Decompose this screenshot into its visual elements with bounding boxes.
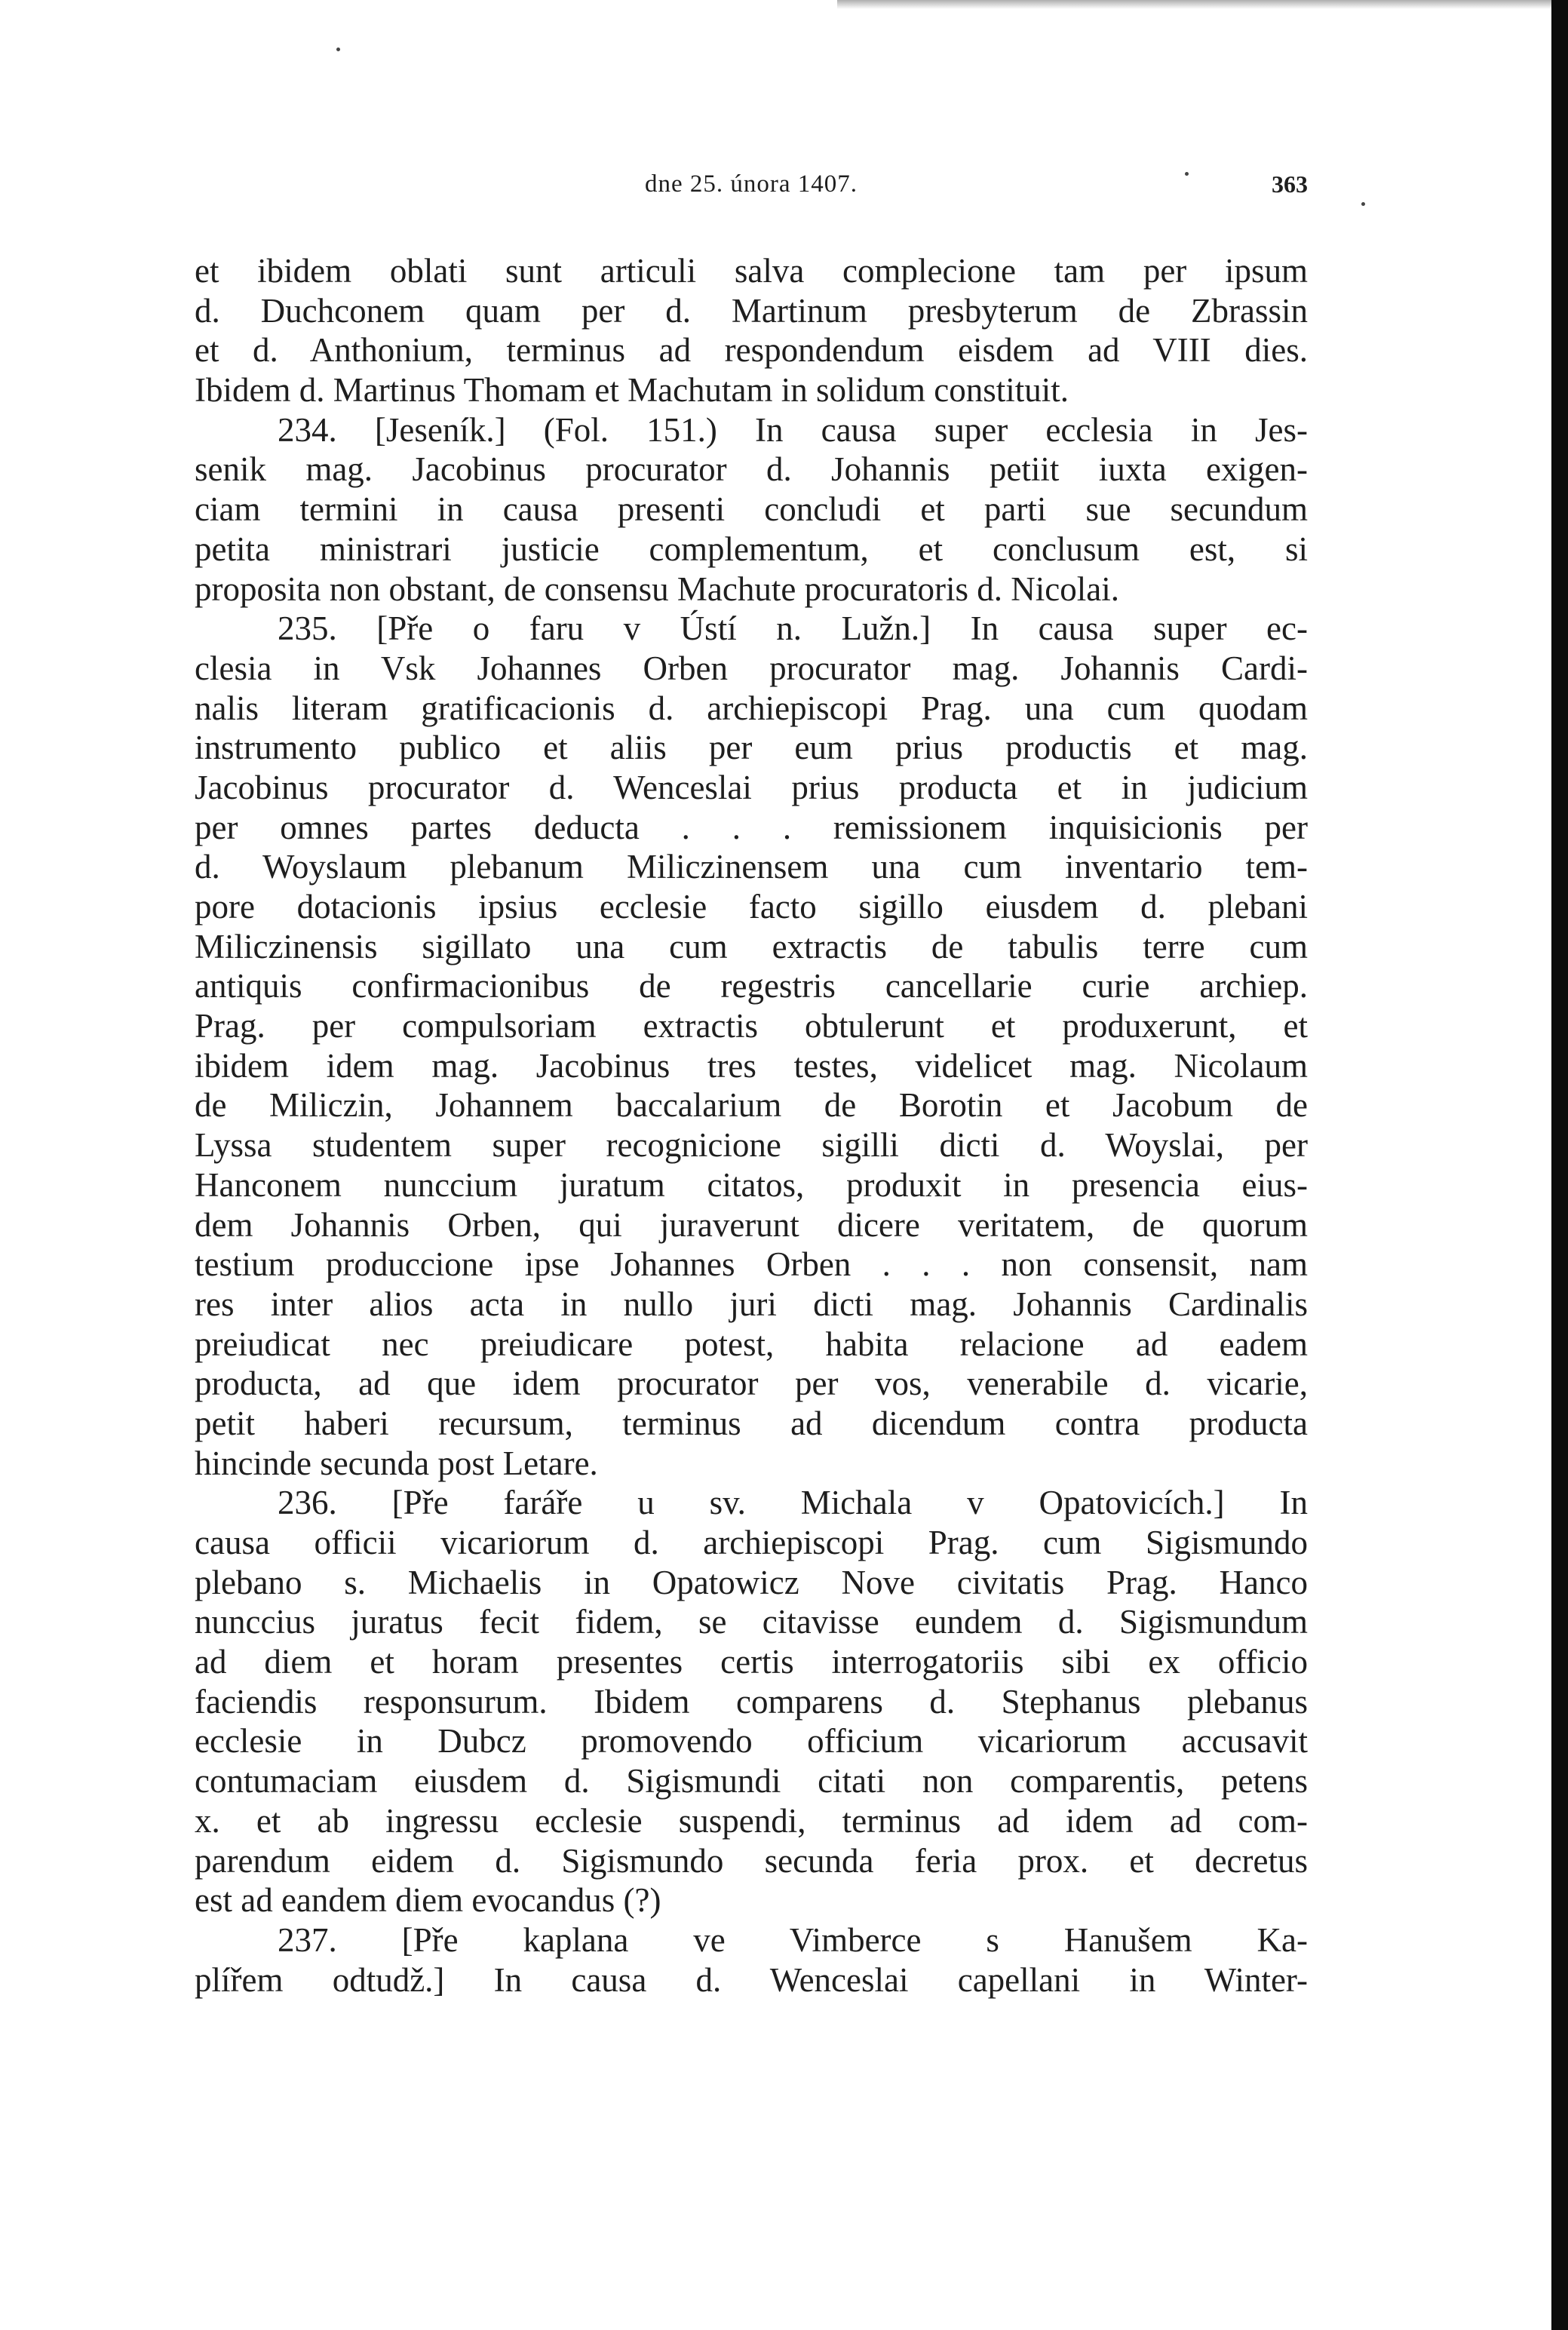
text-line: faciendis responsurum. Ibidem comparens d. Stephanus plebanus (195, 1682, 1308, 1721)
page-number: 363 (1272, 170, 1308, 198)
text-line: x. et ab ingressu ecclesie suspendi, terminus ad idem ad com- (195, 1801, 1308, 1840)
text-line: nalis literam gratificacionis d. archiepiscopi Prag. una cum quodam (195, 689, 1308, 727)
text-line: senik mag. Jacobinus procurator d. Johannis petiit iuxta exigen- (195, 450, 1308, 489)
text-line: contumaciam eiusdem d. Sigismundi citati non comparentis, petens (195, 1762, 1308, 1800)
text-line: et ibidem oblati sunt articuli salva complecione tam per ipsum (195, 252, 1308, 290)
text-line: ecclesie in Dubcz promovendo officium vicariorum accusavit (195, 1722, 1308, 1761)
text-line: Hanconem nunccium juratum citatos, produxit in presencia eius- (195, 1165, 1308, 1204)
text-line: producta, ad que idem procurator per vos, venerabile d. vicarie, (195, 1365, 1308, 1403)
scan-speck (336, 48, 340, 51)
text-line: et d. Anthonium, terminus ad respondendum eisdem ad VIII dies. (195, 331, 1308, 370)
text-line: testium produccione ipse Johannes Orben . . . non consensit, nam (195, 1245, 1308, 1284)
text-line: Prag. per compulsoriam extractis obtulerunt et produxerunt, et (195, 1007, 1308, 1045)
entry-237-heading: 237. [Pře kaplana ve Vimberce s Hanušem Ka- (278, 1920, 1308, 1959)
text-line: Miliczinensis sigillato una cum extractis de tabulis terre cum (195, 927, 1308, 965)
text-line: Lyssa studentem super recognicione sigilli dicti d. Woyslai, per (195, 1126, 1308, 1165)
text-line: d. Duchconem quam per d. Martinum presbyterum de Zbrassin (195, 291, 1308, 330)
scan-speck (1361, 202, 1365, 206)
text-line: causa officii vicariorum d. archiepiscopi Prag. cum Sigismundo (195, 1524, 1308, 1561)
body-text (195, 251, 1308, 2000)
text-line: preiudicat nec preiudicare potest, habita relacione ad eadem (195, 1325, 1308, 1363)
text-line: clesia in Vsk Johannes Orben procurator mag. Johannis Cardi- (195, 649, 1308, 687)
text-line: pore dotacionis ipsius ecclesie facto sigillo eiusdem d. plebani (195, 888, 1308, 926)
entry-235-heading: 235. [Pře o faru v Ústí n. Lužn.] In causa super ec- (278, 609, 1308, 648)
text-line: d. Woyslaum plebanum Miliczinensem una cum inventario tem- (195, 848, 1308, 886)
scan-top-shadow (837, 0, 1568, 9)
entry-234-heading: 234. [Jeseník.] (Fol. 151.) In causa super ecclesia in Jes- (278, 410, 1308, 449)
scan-right-border (1551, 0, 1568, 2330)
text-line: plířem odtudž.] In causa d. Wenceslai capellani in Winter- (195, 1960, 1308, 1999)
text-line: ad diem et horam presentes certis interrogatoriis sibi ex officio (195, 1643, 1308, 1681)
text-line: Jacobinus procurator d. Wenceslai prius producta et in judicium (195, 768, 1308, 806)
text-line: Ibidem d. Martinus Thomam et Machutam in solidum constituit. (195, 371, 1069, 410)
text-line: hincinde secunda post Letare. (195, 1444, 598, 1482)
text-line: instrumento publico et aliis per eum prius productis et mag. (195, 729, 1308, 767)
text-line: dem Johannis Orben, qui juraverunt dicere veritatem, de quorum (195, 1205, 1308, 1244)
text-line: nunccius juratus fecit fidem, se citavisse eundem d. Sigismundum (195, 1603, 1308, 1641)
text-line: petita ministrari justicie complementum, et conclusum est, si (195, 530, 1308, 568)
text-line: per omnes partes deducta . . . remissionem inquisicionis per (195, 808, 1308, 846)
text-line: proposita non obstant, de consensu Machute procuratoris d. Nicolai. (195, 569, 1119, 608)
text-line: est ad eandem diem evocandus (?) (195, 1881, 661, 1920)
text-line: parendum eidem d. Sigismundo secunda feria prox. et decretus (195, 1841, 1308, 1880)
text-line: antiquis confirmacionibus de regestris cancellarie curie archiep. (195, 967, 1308, 1005)
text-line: petit haberi recursum, terminus ad dicendum contra producta (195, 1404, 1308, 1442)
running-title: dne 25. února 1407. (644, 170, 858, 198)
text-line: de Miliczin, Johannem baccalarium de Borotin et Jacobum de (195, 1086, 1308, 1125)
text-line: plebano s. Michaelis in Opatowicz Nove civitatis Prag. Hanco (195, 1563, 1308, 1601)
text-line: ciam termini in causa presenti concludi et parti sue secundum (195, 490, 1308, 529)
text-line: ibidem idem mag. Jacobinus tres testes, videlicet mag. Nicolaum (195, 1046, 1308, 1085)
page-header (195, 161, 1308, 204)
entry-236-heading: 236. [Pře faráře u sv. Michala v Opatovicích.] In (278, 1484, 1308, 1522)
text-line: res inter alios acta in nullo juri dicti mag. Johannis Cardinalis (195, 1285, 1308, 1323)
